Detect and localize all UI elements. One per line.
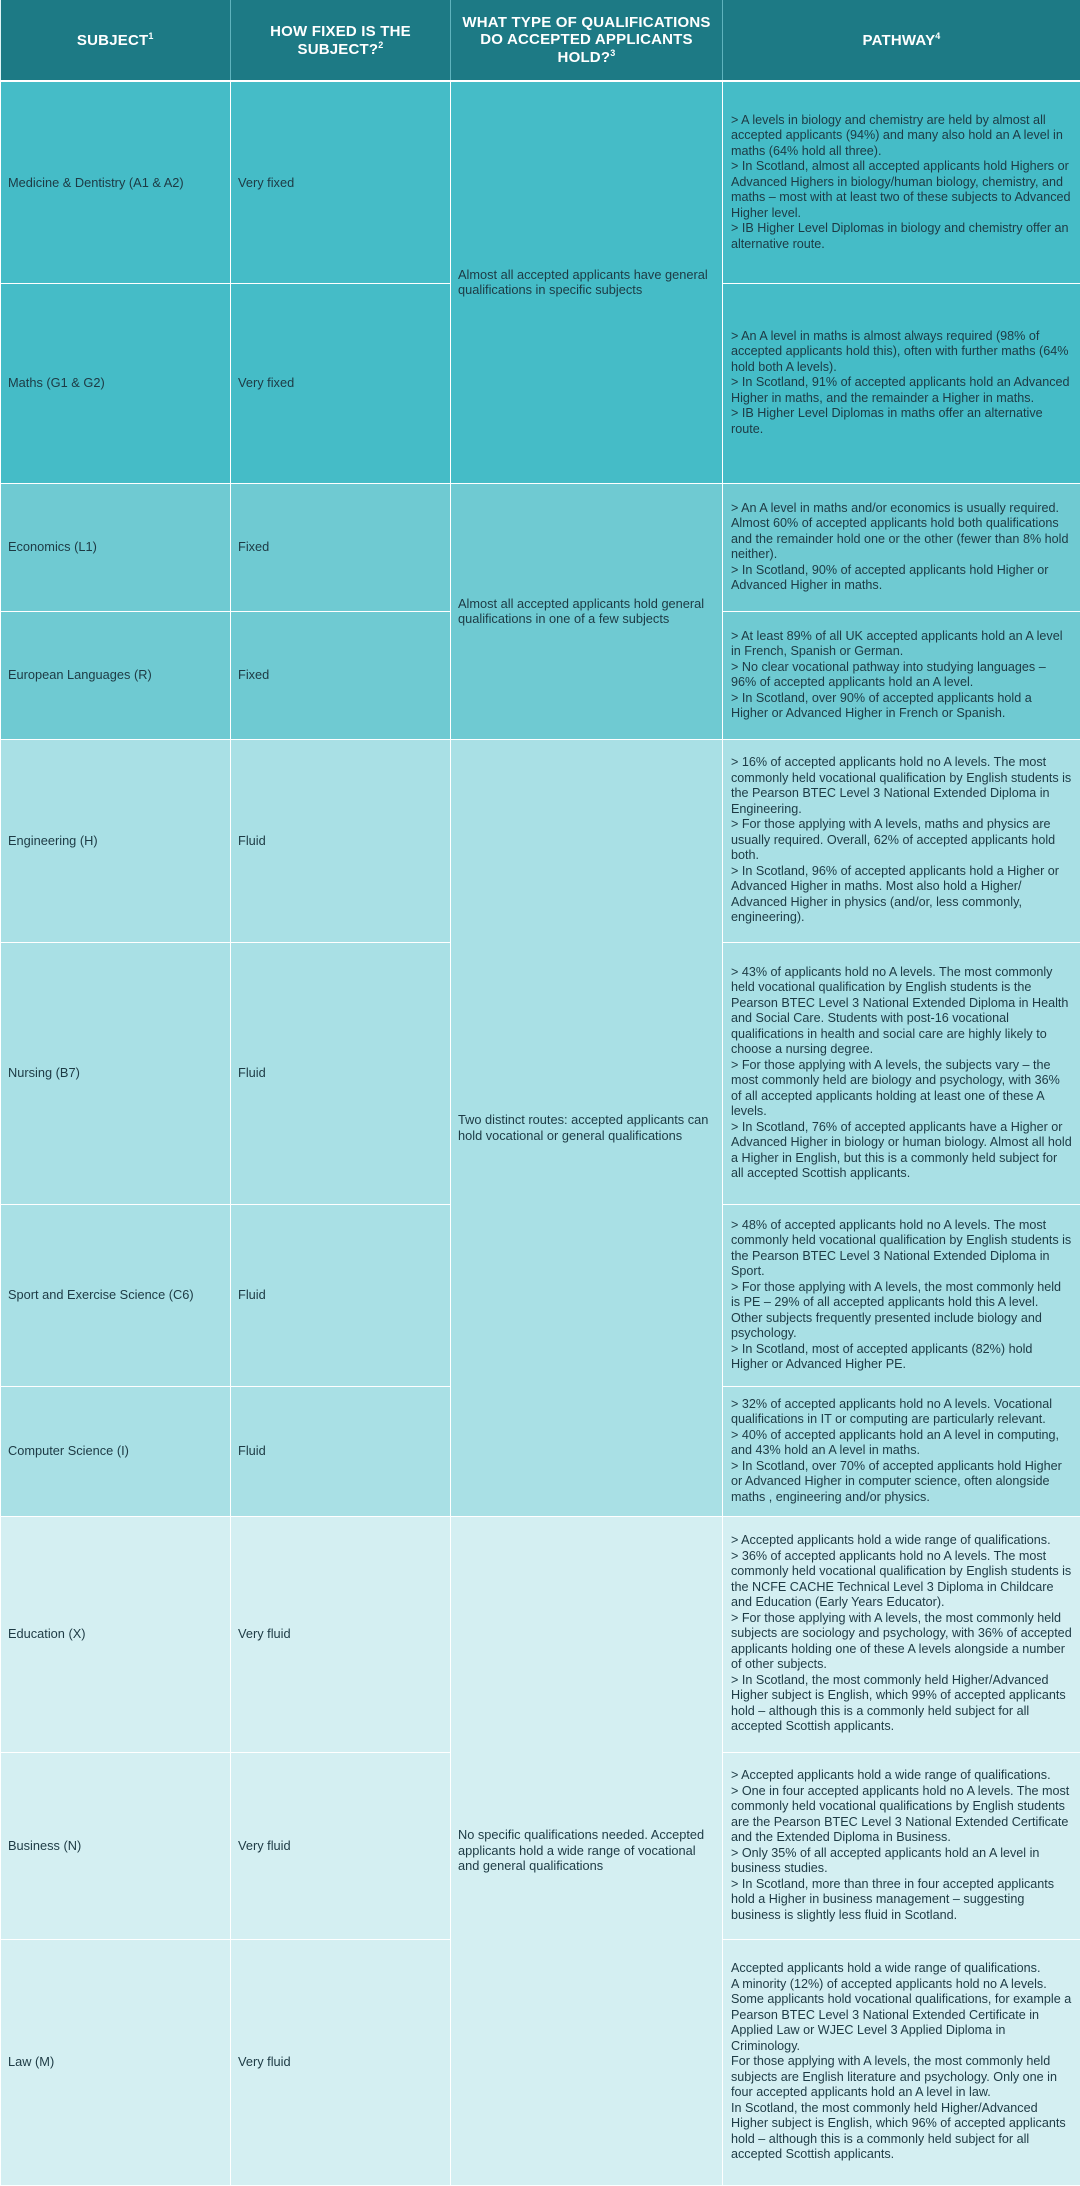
pathway-point: For those applying with A levels, the most commonly held subjects are English literature and psychology. Only one in four accepted applicants hold an A level in law. [731,2054,1072,2101]
table-row [1,739,1080,942]
subject-cell: Nursing (B7) [1,942,231,1204]
pathway-point: > IB Higher Level Diplomas in maths offer an alternative route. [731,406,1072,437]
pathway-point: > 40% of accepted applicants hold an A level in computing, and 43% hold an A level in maths. [731,1428,1072,1459]
table-row [1,81,1080,283]
subject-cell: Engineering (H) [1,739,231,942]
pathway-point: > One in four accepted applicants hold no A levels. The most commonly held vocational qualifications by English students are the Pearson BTEC Level 3 National Extended Certificate and the Extended Diploma in Business. [731,1784,1072,1846]
pathway-point: > 36% of accepted applicants hold no A levels. The most commonly held vocational qualification by English students is the NCFE CACHE Technical Level 3 Diploma in Childcare and Education (Early Years Educator). [731,1549,1072,1611]
pathway-point: > For those applying with A levels, the most commonly held is PE – 29% of all accepted applicants hold this A level. Other subjects frequently presented include biology and psychology. [731,1280,1072,1342]
pathway-cell [723,739,1080,942]
subject-cell: Maths (G1 & G2) [1,283,231,483]
pathway-point: > In Scotland, 91% of accepted applicants hold an Advanced Higher in maths, and the remainder a Higher in maths. [731,375,1072,406]
pathway-point: > In Scotland, more than three in four accepted applicants hold a Higher in business management – suggesting business is slightly less fluid in Scotland. [731,1877,1072,1924]
fixedness-cell: Very fluid [231,1752,451,1939]
pathway-point: > For those applying with A levels, the subjects vary – the most commonly held are biology and psychology, with 36% of all accepted applicants holding at least one of these A levels. [731,1058,1072,1120]
pathway-cell [723,611,1080,739]
fixedness-cell: Very fluid [231,1516,451,1752]
fixedness-cell: Very fixed [231,283,451,483]
table-row [1,1516,1080,1752]
table-header-row [1,0,1080,81]
pathway-point: > Only 35% of all accepted applicants hold an A level in business studies. [731,1846,1072,1877]
header-subject: SUBJECT$^1$ [1,0,231,81]
pathway-point: Accepted applicants hold a wide range of qualifications. [731,1961,1072,1977]
subject-cell: Education (X) [1,1516,231,1752]
pathway-point: > In Scotland, most of accepted applicants (82%) hold Higher or Advanced Higher PE. [731,1342,1072,1373]
fixedness-cell: Fixed [231,483,451,611]
pathway-cell [723,1386,1080,1516]
pathway-point: > 32% of accepted applicants hold no A levels. Vocational qualifications in IT or computing are particularly relevant. [731,1397,1072,1428]
pathway-point: > At least 89% of all UK accepted applicants hold an A level in French, Spanish or German. [731,629,1072,660]
fixedness-cell: Fluid [231,942,451,1204]
qualification-type-cell: No specific qualifications needed. Accepted applicants hold a wide range of vocational and general qualifications [451,1516,723,2185]
fixedness-cell: Fixed [231,611,451,739]
pathway-point: > An A level in maths is almost always required (98% of accepted applicants hold this), often with further maths (64% hold both A levels). [731,329,1072,376]
fixedness-cell: Very fluid [231,1939,451,2185]
table-row [1,483,1080,611]
fixedness-cell: Fluid [231,1204,451,1386]
subject-cell: European Languages (R) [1,611,231,739]
header-how-fixed: HOW FIXED IS THE SUBJECT?$^2$ [231,0,451,81]
pathway-point: > For those applying with A levels, maths and physics are usually required. Overall, 62% of accepted applicants hold both. [731,817,1072,864]
header-pathway: PATHWAY$^4$ [723,0,1080,81]
pathway-point: > No clear vocational pathway into studying languages – 96% of accepted applicants hold an A level. [731,660,1072,691]
pathway-point: > In Scotland, over 90% of accepted applicants hold a Higher or Advanced Higher in French or Spanish. [731,691,1072,722]
pathway-point: > In Scotland, 76% of accepted applicants have a Higher or Advanced Higher in biology or human biology. Almost all hold a Higher in English, but this is a commonly held subject for all accepted Scottish applicants. [731,1120,1072,1182]
pathway-cell [723,283,1080,483]
pathway-point: > An A level in maths and/or economics is usually required. Almost 60% of accepted applicants hold both qualifications and the remainder hold one or the other (fewer than 8% hold neither). [731,501,1072,563]
pathway-cell [723,1752,1080,1939]
header-qualifications: WHAT TYPE OF QUALIFICATIONS DO ACCEPTED APPLICANTS HOLD?$^3$ [451,0,723,81]
qualification-type-cell: Almost all accepted applicants have general qualifications in specific subjects [451,81,723,483]
pathway-point: > 48% of accepted applicants hold no A levels. The most commonly held vocational qualification by English students is the Pearson BTEC Level 3 National Extended Diploma in Sport. [731,1218,1072,1280]
pathway-cell [723,1939,1080,2185]
pathway-cell [723,1516,1080,1752]
pathway-point: > In Scotland, over 70% of accepted applicants hold Higher or Advanced Higher in computer science, often alongside maths , engineering and/or physics. [731,1459,1072,1506]
subject-cell: Medicine & Dentistry (A1 & A2) [1,81,231,283]
subject-cell: Economics (L1) [1,483,231,611]
pathway-cell [723,81,1080,283]
pathway-point: In Scotland, the most commonly held Higher/Advanced Higher subject is English, which 96% of accepted applicants hold – although this is a commonly held subject for all accepted Scottish applicants. [731,2101,1072,2163]
pathway-point: > Accepted applicants hold a wide range of qualifications. [731,1768,1072,1784]
subject-cell: Law (M) [1,1939,231,2185]
pathway-point: > Accepted applicants hold a wide range of qualifications. [731,1533,1072,1549]
pathway-cell [723,942,1080,1204]
pathway-point: > In Scotland, the most commonly held Higher/Advanced Higher subject is English, which 99% of accepted applicants hold – although this is a commonly held subject for all accepted Scottish applicants. [731,1673,1072,1735]
pathway-point: > In Scotland, 96% of accepted applicants hold a Higher or Advanced Higher in maths. Most also hold a Higher/ Advanced Higher in physics (and/or, less commonly, engineering). [731,864,1072,926]
pathway-cell [723,483,1080,611]
pathway-point: > A levels in biology and chemistry are held by almost all accepted applicants (94%) and many also hold an A level in maths (64% hold all three). [731,113,1072,160]
subject-cell: Business (N) [1,1752,231,1939]
fixedness-cell: Very fixed [231,81,451,283]
pathway-point: > IB Higher Level Diplomas in biology and chemistry offer an alternative route. [731,221,1072,252]
pathway-point: A minority (12%) of accepted applicants hold no A levels. Some applicants hold vocational qualifications, for example a Pearson BTEC Level 3 National Extended Certificate in Applied Law or WJEC Level 3 Applied Diploma in Criminology. [731,1977,1072,2055]
qualification-type-cell: Two distinct routes: accepted applicants can hold vocational or general qualifications [451,739,723,1516]
pathway-point: > In Scotland, almost all accepted applicants hold Highers or Advanced Highers in biology/human biology, chemistry, and maths – most with at least two of these subjects to Advanced Higher level. [731,159,1072,221]
qualification-type-cell: Almost all accepted applicants hold general qualifications in one of a few subjects [451,483,723,739]
pathway-point: > 43% of applicants hold no A levels. The most commonly held vocational qualification by English students is the Pearson BTEC Level 3 National Extended Diploma in Health and Social Care. Students with post-16 vocational qualifications in health and social care are highly likely to choose a nursing degree. [731,965,1072,1058]
subject-cell: Computer Science (I) [1,1386,231,1516]
pathway-point: > 16% of accepted applicants hold no A levels. The most commonly held vocational qualification by English students is the Pearson BTEC Level 3 National Extended Diploma in Engineering. [731,755,1072,817]
pathway-cell [723,1204,1080,1386]
pathway-point: > For those applying with A levels, the most commonly held subjects are sociology and psychology, with 36% of accepted applicants holding one of these A levels alongside a number of other subjects. [731,1611,1072,1673]
fixedness-cell: Fluid [231,1386,451,1516]
pathway-point: > In Scotland, 90% of accepted applicants hold Higher or Advanced Higher in maths. [731,563,1072,594]
subject-cell: Sport and Exercise Science (C6) [1,1204,231,1386]
fixedness-cell: Fluid [231,739,451,942]
